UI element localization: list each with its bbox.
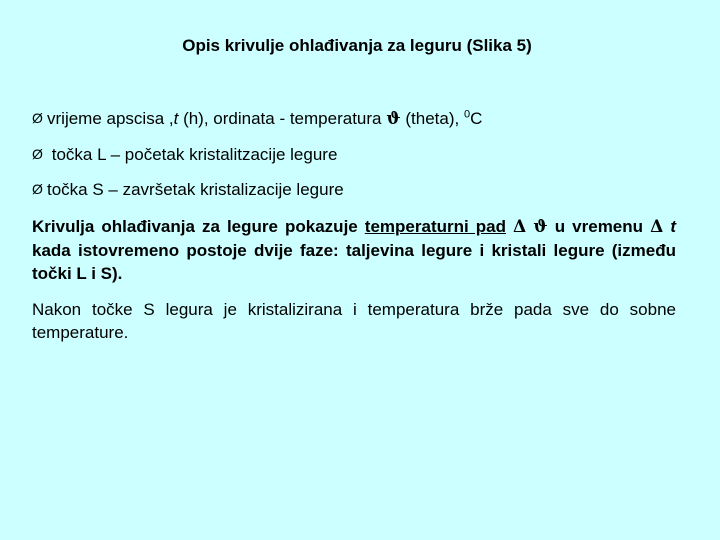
theta-symbol: ϑ <box>386 109 401 129</box>
delta-symbol: Δ <box>650 217 664 237</box>
para1-time-symbol: t <box>670 217 676 236</box>
slide-title: Opis krivulje ohlađivanja za leguru (Slika 5) <box>182 36 532 55</box>
delta-symbol: Δ <box>513 217 527 237</box>
arrow-bullet-icon: Ø <box>32 110 43 126</box>
arrow-bullet-icon: Ø <box>32 181 43 197</box>
bullet-axes <box>32 109 482 129</box>
para1-text-3: kada istovremeno postoje dvije faze: taljevina legure i kristali legure (između točki L i S). <box>32 241 676 283</box>
bullet-point-s-text: točka S – završetak kristalizacije legure <box>47 180 344 199</box>
bullet-axes-text-2: (h), ordinata - temperatura <box>178 109 387 128</box>
arrow-bullet-icon: Ø <box>32 146 43 162</box>
bullet-axes-time-symbol: t <box>173 109 179 128</box>
bullet-axes-text-1: vrijeme apscisa , <box>47 109 174 128</box>
bullet-axes-text-3: (theta), <box>400 109 464 128</box>
degree-superscript: 0 <box>463 108 471 121</box>
para1-underlined-term: temperaturni pad <box>364 217 506 236</box>
para1-text-2: u vremenu <box>547 217 651 236</box>
para1-text-1: Krivulja ohlađivanja za legure pokazuje <box>32 217 365 236</box>
paragraph-after-point-s: Nakon točke S legura je kristalizirana i temperatura brže pada sve do sobne temperature. <box>32 300 676 342</box>
bullet-point-s <box>32 180 344 200</box>
bullet-axes-unit: C <box>470 109 483 128</box>
paragraph-cooling-curve <box>32 215 676 285</box>
theta-symbol: ϑ <box>533 217 548 237</box>
bullet-point-l <box>32 145 337 165</box>
bullet-point-l-text: točka L – početak kristalitzacije legure <box>47 145 338 164</box>
